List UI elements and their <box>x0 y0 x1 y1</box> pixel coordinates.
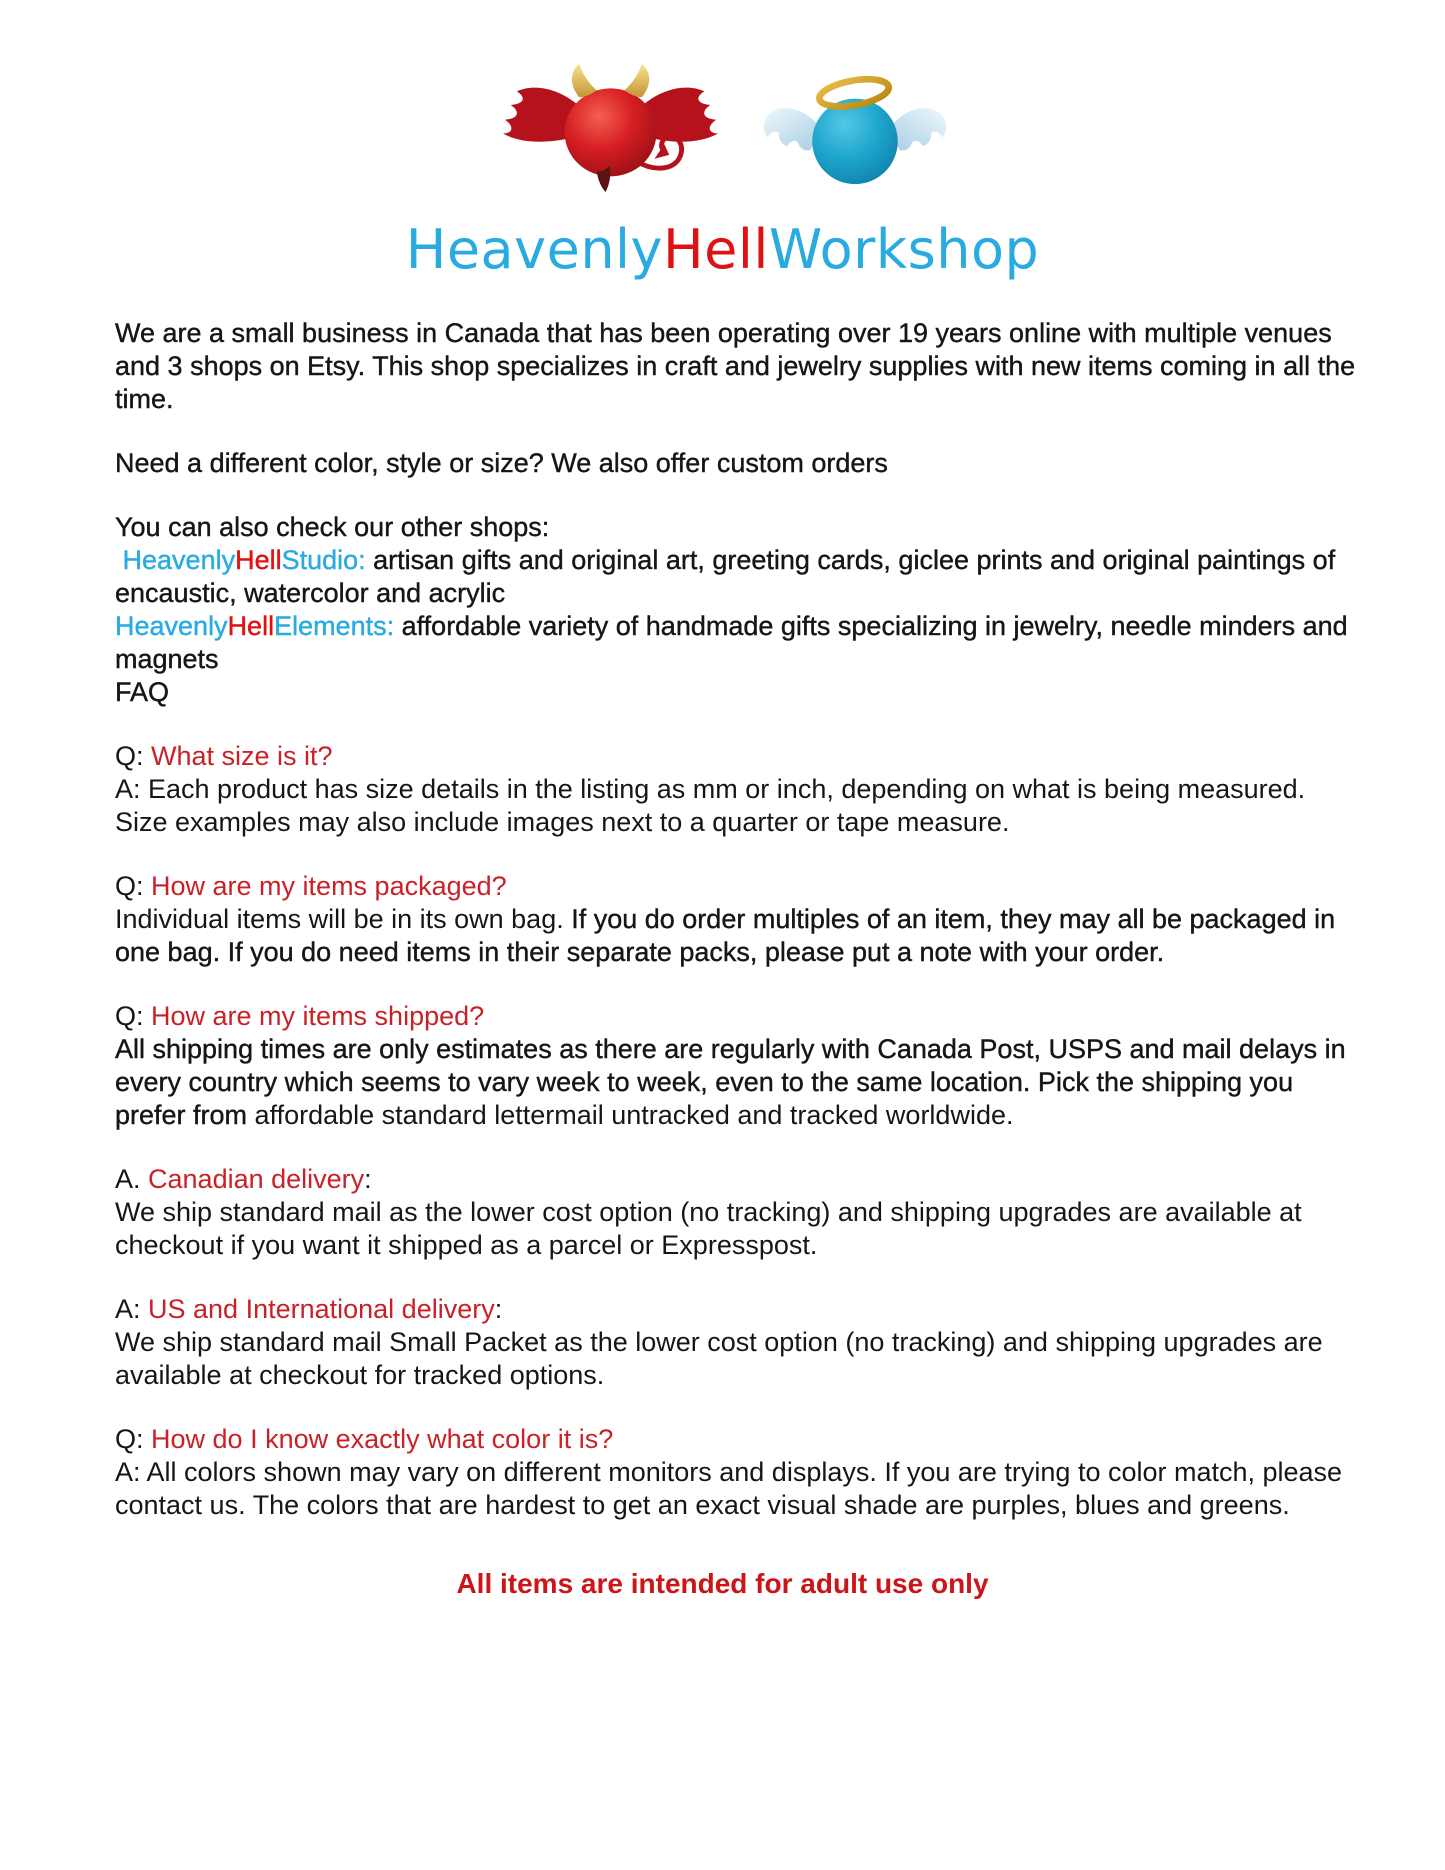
other-shops-heading: You can also check our other shops: <box>115 512 550 543</box>
shop-lead <box>115 545 123 575</box>
faq-question-text: US and International delivery <box>148 1294 495 1325</box>
faq-answer-segment: If you do order multiples of an item, they may all be packaged in one bag. If you do need items in their separate packs, please put a note with your order. <box>115 904 1336 968</box>
other-shops-section <box>115 511 1360 709</box>
shop-description: artisan gifts and original art, greeting cards, giclee prints and original paintings of encaustic, watercolor and acrylic <box>115 545 1336 609</box>
faq-answer: A: Each product has size details in the listing as mm or inch, depending on what is being measured. Size examples may also include images next to a quarter or tape measure. <box>115 774 1306 838</box>
faq-question-text: Canadian delivery <box>148 1164 365 1195</box>
faq-item-shipping <box>115 1000 1360 1132</box>
logo <box>0 0 1445 194</box>
shop-name-heavenly: Heavenly <box>115 611 228 642</box>
faq-question-text: How are my items packaged? <box>151 871 507 902</box>
faq-label: FAQ <box>115 677 170 708</box>
faq-answer: We ship standard mail Small Packet as the lower cost option (no tracking) and shipping upgrades are available at checkout for tracked options. <box>115 1327 1323 1391</box>
shop-name-rest: Studio: <box>281 545 366 576</box>
faq-answer-segment: All shipping times are only estimates as there are regularly with Canada Post, USPS and mail delays in every country which seems to vary week to week, even to the same location. Pick the shipping you prefer from <box>115 1034 1346 1131</box>
title-heavenly: Heavenly <box>405 218 664 281</box>
custom-orders-paragraph: Need a different color, style or size? We also offer custom orders <box>115 448 888 479</box>
faq-question-prefix: Q: <box>115 871 152 902</box>
faq-question-suffix: : <box>494 1294 503 1325</box>
faq-answer: A: All colors shown may vary on different monitors and displays. If you are trying to color match, please contact us. The colors that are hardest to get an exact visual shade are purples, blues and greens. <box>115 1457 1343 1521</box>
shop-description: affordable variety of handmade gifts specializing in jewelry, needle minders and magnets <box>115 611 1348 675</box>
faq-question-text: How do I know exactly what color it is? <box>151 1424 614 1455</box>
shop-name-hell: Hell <box>235 545 282 576</box>
faq-item-canadian-delivery <box>115 1163 1360 1262</box>
shop-name-heavenly: Heavenly <box>122 545 236 576</box>
faq-answer <box>115 903 1360 969</box>
faq-question <box>115 740 1360 773</box>
shop-line-studio <box>115 544 1360 610</box>
faq-question <box>115 1000 1360 1033</box>
faq-question <box>115 1423 1360 1456</box>
adult-use-notice: All items are intended for adult use only <box>456 1568 989 1600</box>
page-title <box>0 218 1445 281</box>
faq-question-prefix: A. <box>115 1164 149 1195</box>
faq-item-size <box>115 740 1360 839</box>
document-footer <box>0 1568 1445 1600</box>
faq-question <box>115 870 1360 903</box>
faq-item-color-accuracy <box>115 1423 1360 1522</box>
shop-line-elements <box>115 610 1360 676</box>
faq-question-suffix: : <box>364 1164 372 1195</box>
devil-winged-ball-icon <box>495 62 730 194</box>
faq-question <box>115 1293 1360 1326</box>
faq-question-prefix: Q: <box>115 741 152 772</box>
title-hell: Hell <box>663 218 769 281</box>
about-paragraph: We are a small business in Canada that has been operating over 19 years online with multiple venues and 3 shops on Etsy. This shop specializes in craft and jewelry supplies with new items coming in all the time. <box>115 318 1356 415</box>
faq-answer: We ship standard mail as the lower cost option (no tracking) and shipping upgrades are available at checkout if you want it shipped as a parcel or Expresspost. <box>115 1197 1302 1261</box>
faq-question-prefix: Q: <box>115 1424 152 1455</box>
document-body <box>115 317 1360 1522</box>
faq-item-international-delivery <box>115 1293 1360 1392</box>
faq-question-text: How are my items shipped? <box>151 1001 485 1032</box>
shop-name-hell: Hell <box>227 611 275 642</box>
faq-answer-segment: Individual items will be in its own bag. <box>115 904 564 935</box>
faq-question <box>115 1163 1360 1196</box>
faq-question-prefix: A: <box>115 1294 149 1325</box>
angel-winged-ball-icon <box>760 69 950 188</box>
title-workshop: Workshop <box>768 218 1040 281</box>
shop-name-rest: Elements: <box>274 611 395 642</box>
faq-question-text: What size is it? <box>151 741 333 772</box>
faq-answer-segment: affordable standard lettermail untracked and tracked worldwide. <box>247 1100 1014 1131</box>
faq-answer <box>115 1033 1360 1132</box>
faq-question-prefix: Q: <box>115 1001 152 1032</box>
faq-item-packaging <box>115 870 1360 969</box>
